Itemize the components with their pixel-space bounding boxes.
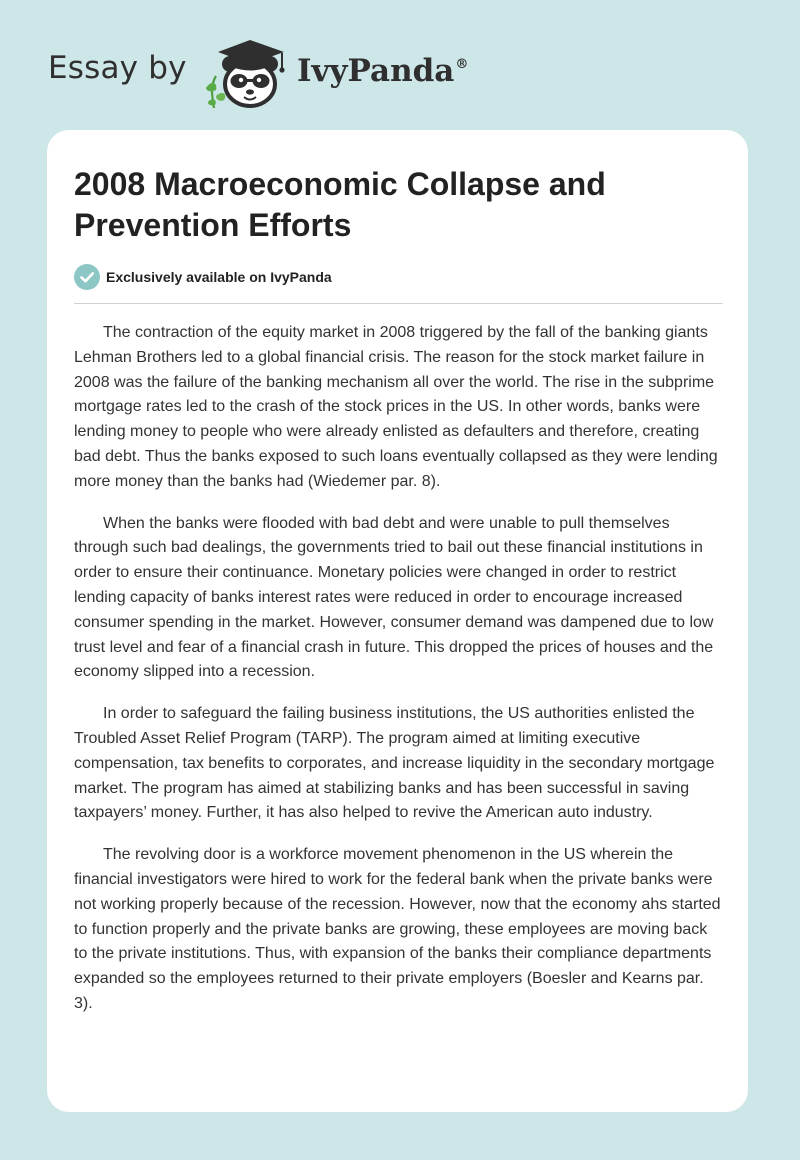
paragraph: When the banks were flooded with bad debt and were unable to pull themselves through such bad dealings, the governments tried to bail out these financial institutions in order to ensure their continuance. Monetary policies were changed in order to restrict lending capacity of banks interest rates were reduced in order to encourage increased consumer spending in the market. However, consumer demand was dampened due to low trust level and fear of a financial crash in future. This dropped the prices of houses and the economy slipped into a recession.: [74, 514, 714, 681]
brand-name-text: IvyPanda: [297, 53, 455, 89]
site-header: [0, 0, 800, 120]
check-circle-icon: [74, 264, 100, 290]
paragraph: In order to safeguard the failing business institutions, the US authorities enlisted the Troubled Asset Relief Program (TARP). The program aimed at limiting executive compensation, tax benefits to corporates, and increase liquidity in the secondary mortgage market. The program has aimed at stabilizing banks and has been successful in saving taxpayers’ money. Further, it has also helped to revive the American auto industry.: [74, 705, 715, 822]
exclusive-badge-label: Exclusively available on IvyPanda: [106, 269, 332, 285]
paragraph: The revolving door is a workforce movement phenomenon in the US wherein the financial investigators were hired to work for the federal bank when the private banks were not working properly because of the recession. However, now that the economy ahs started to function properly and the private banks are growing, these employees are moving back to the private institutions. Thus, with expansion of the banks their compliance departments expanded so the employees returned to their private employers (Boesler and Kearns par. 3).: [74, 846, 721, 1012]
essay-body: [74, 321, 724, 1034]
exclusive-badge: [74, 264, 332, 290]
essay-card: [47, 130, 748, 1112]
registered-mark: ®: [455, 57, 469, 72]
panda-graduate-icon[interactable]: [198, 34, 294, 110]
essay-by-label: Essay by: [48, 50, 187, 86]
divider: [74, 303, 723, 304]
page-title: 2008 Macroeconomic Collapse and Prevention Efforts: [74, 166, 606, 243]
paragraph: The contraction of the equity market in 2008 triggered by the fall of the banking giants Lehman Brothers led to a global financial crisis. The reason for the stock market failure in 2008 was the failure of the banking mechanism all over the world. The rise in the subprime mortgage rates led to the crash of the stock prices in the US. In other words, banks were lending money to people who were already enlisted as defaulters and therefore, creating bad debt. Thus the banks exposed to such loans eventually collapsed as they were lending more money than the banks had (Wiedemer par. 8).: [74, 324, 718, 490]
brand-name[interactable]: [297, 53, 468, 89]
